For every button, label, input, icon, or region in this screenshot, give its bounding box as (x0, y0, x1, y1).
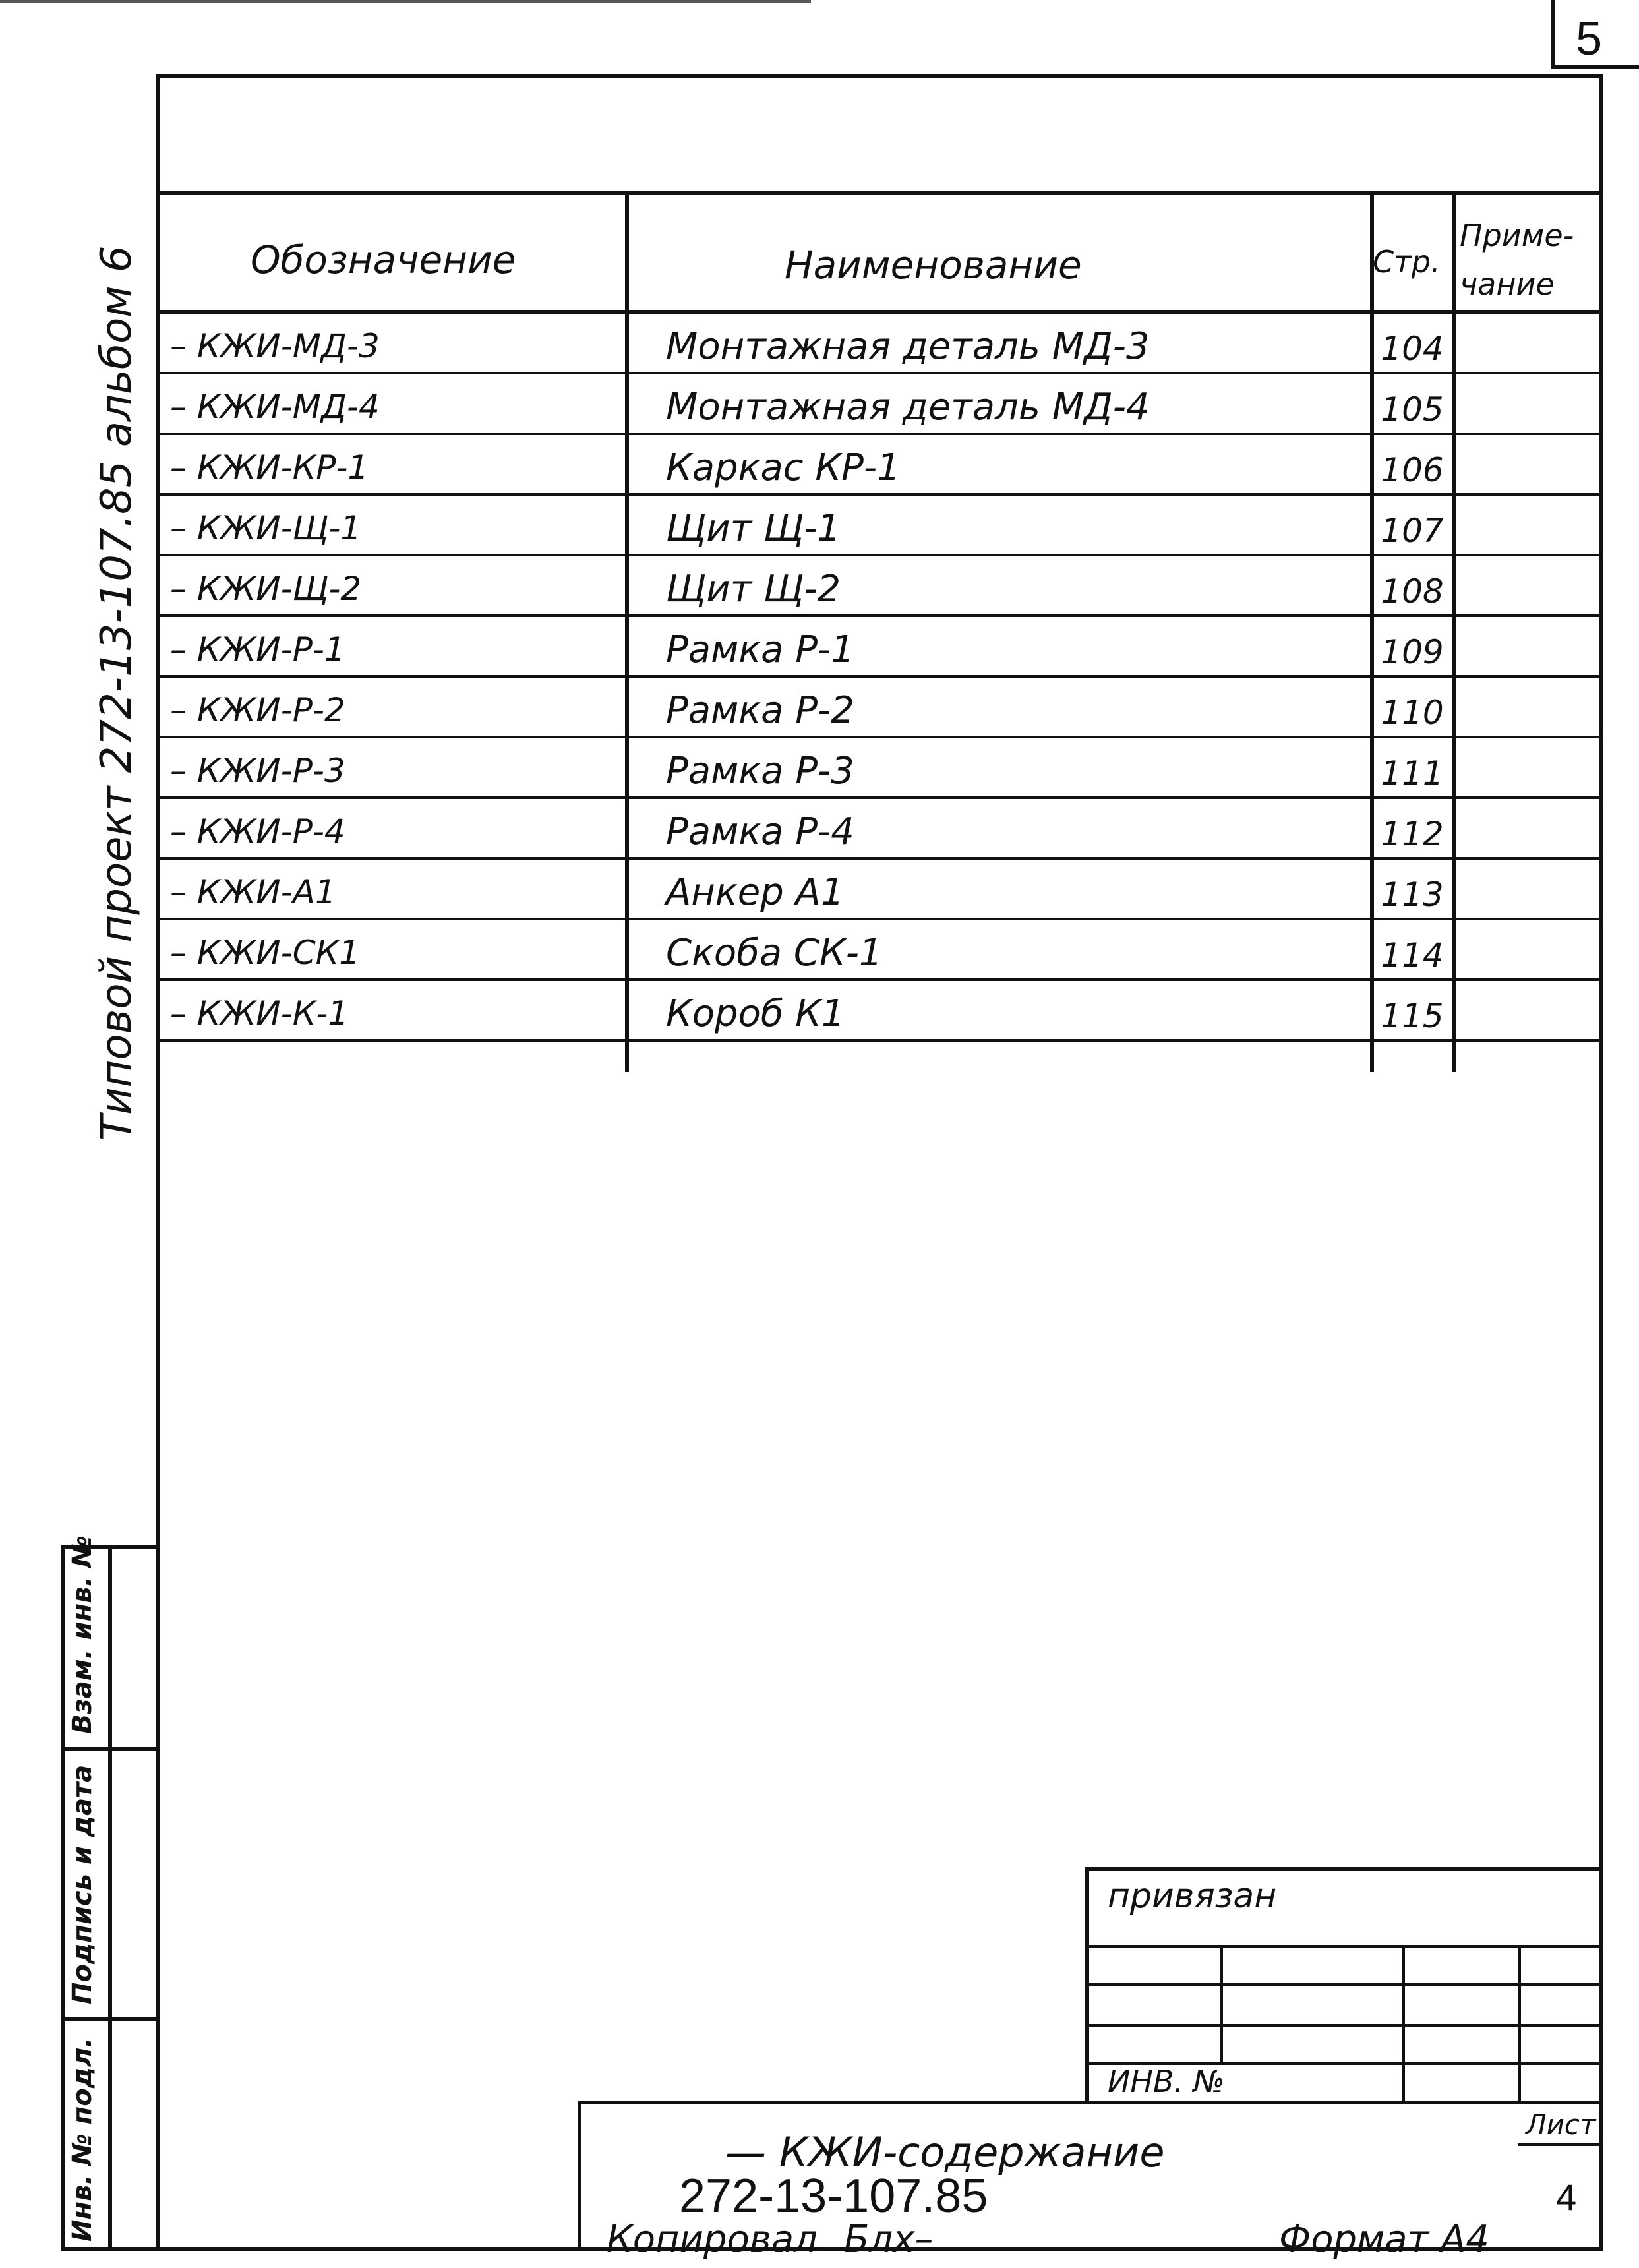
row-note (1457, 799, 1599, 853)
row-page: 106 (1381, 451, 1444, 489)
row-designation: – КЖИ-МД-4 (170, 388, 380, 426)
header-name: Наименование (785, 243, 1082, 287)
row-designation: – КЖИ-Р-3 (170, 752, 345, 790)
side-stamp-sep-2 (61, 2017, 160, 2021)
binding-line-3 (1085, 2024, 1603, 2027)
row-page: 112 (1381, 815, 1444, 853)
sheet-cell-sep (1518, 2143, 1603, 2146)
binding-inv-no: ИНВ. № (1108, 2064, 1225, 2099)
side-stamp-bottom (61, 2247, 160, 2251)
row-page: 108 (1381, 572, 1444, 611)
sheet-number: 5 (1576, 13, 1603, 65)
binding-col-3 (1518, 1945, 1521, 2103)
side-stamp-mid-border (108, 1545, 112, 2251)
row-designation: – КЖИ-Р-4 (170, 812, 345, 850)
row-note (1457, 556, 1599, 611)
binding-line-1 (1085, 1945, 1603, 1948)
row-note (1457, 860, 1599, 914)
row-designation: – КЖИ-А1 (170, 873, 336, 911)
row-designation: – КЖИ-СК1 (170, 934, 360, 972)
side-stamp-left-border (61, 1545, 65, 2251)
binding-left (1085, 1867, 1089, 2104)
row-name: Монтажная деталь МД-4 (666, 386, 1150, 429)
row-name: Короб К1 (666, 992, 845, 1035)
title-block-left (578, 2101, 581, 2251)
copied-by: Копировал (607, 2218, 818, 2261)
binding-line-2 (1085, 1983, 1603, 1986)
doc-title: — КЖИ-содержание (725, 2128, 1165, 2176)
row-designation: – КЖИ-Р-2 (170, 691, 345, 729)
row-note (1457, 981, 1599, 1035)
row-name: Рамка Р-4 (666, 810, 854, 853)
row-designation: – КЖИ-Щ-1 (170, 509, 362, 547)
row-note (1457, 496, 1599, 550)
col-sep-1 (625, 191, 629, 1072)
row-page: 110 (1381, 694, 1444, 732)
row-page: 104 (1381, 330, 1444, 368)
row-designation: – КЖИ-К-1 (170, 994, 349, 1032)
copied-by-signature: Блх– (844, 2218, 934, 2261)
side-stamp-signature-date: Подпись и дата (67, 1764, 98, 2004)
row-page: 111 (1381, 754, 1444, 792)
row-divider (156, 1039, 1603, 1042)
header-designation: Обозначение (251, 237, 516, 282)
row-name: Щит Щ-2 (666, 568, 841, 611)
row-note (1457, 678, 1599, 732)
row-page: 109 (1381, 633, 1444, 671)
row-page: 115 (1381, 997, 1444, 1035)
row-designation: – КЖИ-КР-1 (170, 448, 369, 487)
row-note (1457, 314, 1599, 368)
row-name: Анкер А1 (666, 871, 845, 914)
binding-label: привязан (1108, 1876, 1277, 1916)
row-designation: – КЖИ-Щ-2 (170, 570, 362, 608)
row-note (1457, 920, 1599, 974)
row-name: Скоба СК-1 (666, 932, 883, 974)
sheet-value: 4 (1556, 2176, 1577, 2218)
table-top-line (156, 191, 1603, 195)
row-name: Щит Щ-1 (666, 507, 841, 550)
row-designation: – КЖИ-МД-3 (170, 327, 380, 365)
sheet-number-box-left (1551, 0, 1555, 66)
row-note (1457, 738, 1599, 792)
binding-col-1 (1220, 1945, 1223, 2065)
row-name: Каркас КР-1 (666, 446, 901, 489)
row-name: Монтажная деталь МД-3 (666, 325, 1150, 368)
title-block-top (578, 2101, 1603, 2104)
row-name: Рамка Р-1 (666, 628, 854, 671)
row-name: Рамка Р-3 (666, 750, 854, 792)
side-stamp-replace-inv: Взам. инв. № (67, 1536, 98, 1734)
row-note (1457, 435, 1599, 489)
row-designation: – КЖИ-Р-1 (170, 630, 345, 669)
row-page: 114 (1381, 936, 1444, 974)
row-name: Рамка Р-2 (666, 689, 854, 732)
vertical-project-title: Типовой проект 272-13-107.85 альбом 6 (92, 245, 141, 1141)
row-page: 107 (1381, 512, 1444, 550)
binding-col-2 (1402, 1945, 1405, 2103)
sheet-label: Лист (1526, 2108, 1596, 2141)
binding-top (1085, 1867, 1603, 1871)
row-note (1457, 617, 1599, 671)
header-page: Стр. (1373, 244, 1441, 280)
side-stamp-inv-no: Инв. № подл. (67, 2037, 98, 2242)
top-edge-line (0, 0, 811, 3)
header-note-line2: чание (1460, 266, 1555, 302)
header-note-line1: Приме- (1460, 218, 1574, 253)
row-page: 105 (1381, 390, 1444, 429)
col-sep-3 (1452, 191, 1456, 1072)
row-note (1457, 374, 1599, 429)
side-stamp-sep-1 (61, 1747, 160, 1751)
row-page: 113 (1381, 876, 1444, 914)
format-label: Формат А4 (1279, 2218, 1489, 2261)
doc-code: 272-13-107.85 (679, 2170, 988, 2223)
